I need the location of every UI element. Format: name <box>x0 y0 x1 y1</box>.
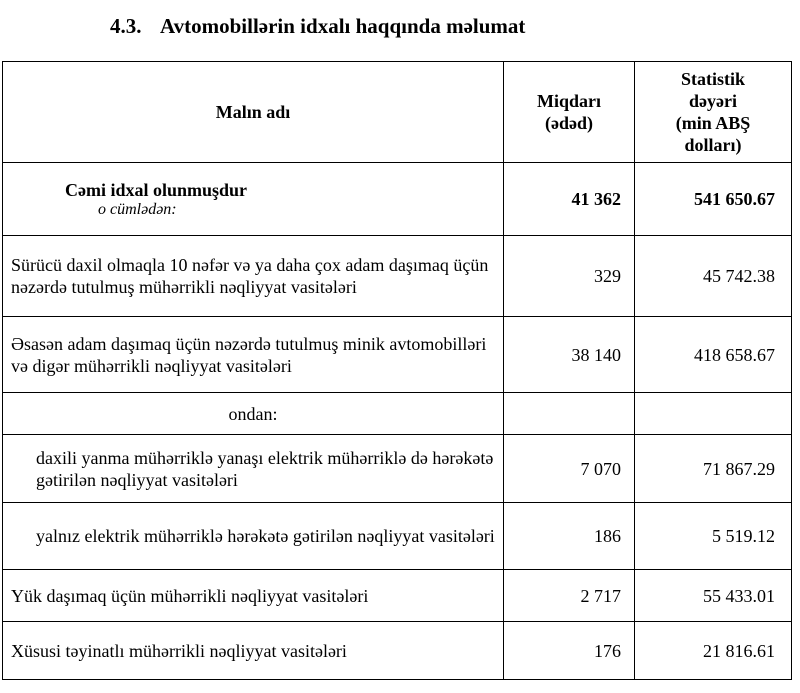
row-qty: 186 <box>504 503 635 570</box>
row-value: 71 867.29 <box>635 435 792 503</box>
header-val-line4: dolları) <box>684 135 742 155</box>
header-qty-line1: Miqdarı <box>536 91 601 111</box>
header-qty-line2: (ədəd) <box>545 113 593 133</box>
total-value: 541 650.67 <box>635 163 792 236</box>
row-label: ondan: <box>3 393 504 435</box>
total-qty: 41 362 <box>504 163 635 236</box>
row-value: 5 519.12 <box>635 503 792 570</box>
total-row <box>3 163 792 236</box>
row-value: 418 658.67 <box>635 317 792 393</box>
table-row <box>3 503 792 570</box>
row-value: 55 433.01 <box>635 570 792 622</box>
header-name <box>3 62 504 163</box>
table-row <box>3 317 792 393</box>
section-number: 4.3. <box>110 14 142 38</box>
row-qty: 176 <box>504 622 635 680</box>
row-label: yalnız elektrik mühərriklə hərəkətə gətirilən nəqliyyat vasitələri <box>3 503 504 570</box>
header-val-line2: dəyəri <box>689 91 737 111</box>
table-row <box>3 570 792 622</box>
row-label: Yük daşımaq üçün mühərrikli nəqliyyat vasitələri <box>3 570 504 622</box>
row-qty: 7 070 <box>504 435 635 503</box>
row-qty: 38 140 <box>504 317 635 393</box>
header-val-line3: (min ABŞ <box>675 113 751 133</box>
total-sublabel: o cümlədən: <box>98 201 177 218</box>
total-label-cell <box>3 163 504 236</box>
header-quantity <box>504 62 635 163</box>
import-table <box>2 61 792 680</box>
row-value <box>635 393 792 435</box>
total-label: Cəmi idxal olunmuşdur <box>65 180 248 200</box>
row-value: 45 742.38 <box>635 236 792 317</box>
header-value <box>635 62 792 163</box>
row-label: daxili yanma mühərriklə yanaşı elektrik mühərriklə də hərəkətə gətirilən nəqliyyat vasitələri <box>3 435 504 503</box>
table-row <box>3 435 792 503</box>
table-row <box>3 393 792 435</box>
row-value: 21 816.61 <box>635 622 792 680</box>
row-qty: 2 717 <box>504 570 635 622</box>
row-label: Sürücü daxil olmaqla 10 nəfər və ya daha çox adam daşımaq üçün nəzərdə tutulmuş mühərrikli nəqliyyat vasitələri <box>3 236 504 317</box>
header-val-line1: Statistik <box>680 69 745 89</box>
row-qty <box>504 393 635 435</box>
section-title <box>110 14 525 39</box>
row-label: Əsasən adam daşımaq üçün nəzərdə tutulmuş minik avtomobilləri və digər mühərrikli nəqliyyat vasitələri <box>3 317 504 393</box>
row-label: Xüsusi təyinatlı mühərrikli nəqliyyat vasitələri <box>3 622 504 680</box>
header-row <box>3 62 792 163</box>
header-name-label: Malın adı <box>215 102 291 122</box>
table-row <box>3 622 792 680</box>
table-row <box>3 236 792 317</box>
section-heading-text: Avtomobillərin idxalı haqqında məlumat <box>160 14 526 38</box>
row-qty: 329 <box>504 236 635 317</box>
